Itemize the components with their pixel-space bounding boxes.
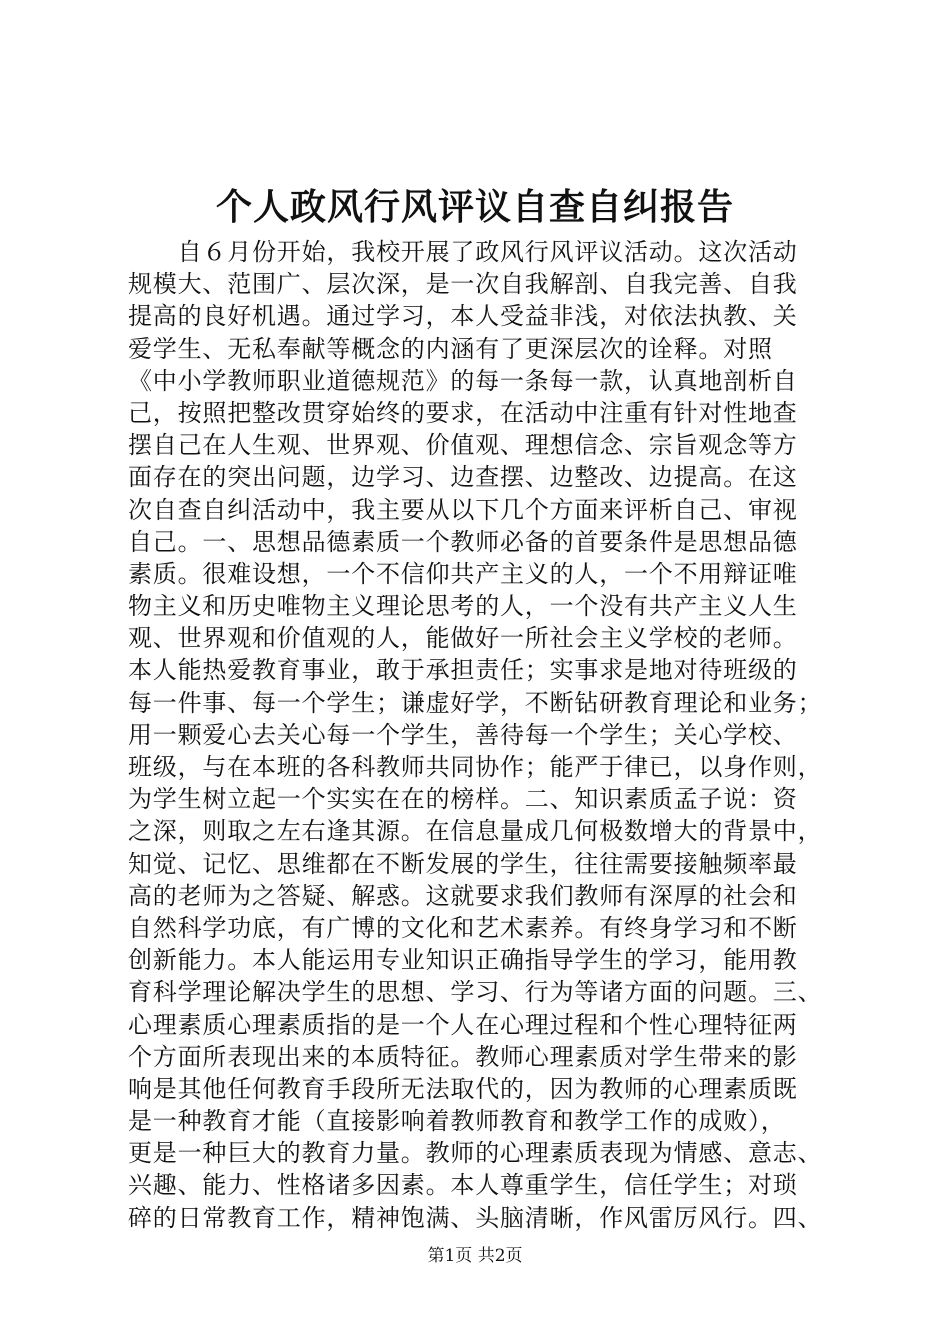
body-line: 之深，则取之左右逢其源。在信息量成几何极数增大的背景中， [128,817,823,846]
body-line: 班级，与在本班的各科教师共同协作；能严于律已，以身作则， [128,753,823,781]
body-line: 素质。很难设想，一个不信仰共产主义的人，一个不用辩证唯 [128,559,798,588]
body-line: 提高的良好机遇。通过学习，本人受益非浅，对依法执教、关 [128,302,798,331]
body-line: 用一颗爱心去关心每一个学生，善待每一个学生；关心学校、 [128,720,798,749]
body-line: 自６月份开始，我校开展了政风行风评议活动。这次活动 [128,238,798,266]
body-line: 次自查自纠活动中，我主要从以下几个方面来评析自己、审视 [128,495,798,524]
body-line: 创新能力。本人能运用专业知识正确指导学生的学习，能用教 [128,946,798,975]
body-line: 兴趣、能力、性格诸多因素。本人尊重学生，信任学生；对琐 [128,1171,798,1200]
body-line: 响是其他任何教育手段所无法取代的，因为教师的心理素质既 [128,1074,798,1103]
body-line: 观、世界观和价值观的人，能做好一所社会主义学校的老师。 [128,624,798,653]
body-line: 摆自己在人生观、世界观、价值观、理想信念、宗旨观念等方 [128,431,798,460]
body-line: 更是一种巨大的教育力量。教师的心理素质表现为情感、意志、 [128,1139,823,1168]
page-footer: 第1页 共2页 [427,1246,523,1266]
body-line: 本人能热爱教育事业，敢于承担责任；实事求是地对待班级的 [128,656,798,685]
body-line: 心理素质心理素质指的是一个人在心理过程和个性心理特征两 [128,1010,798,1039]
body-line: 物主义和历史唯物主义理论思考的人，一个没有共产主义人生 [128,592,798,621]
body-line: 爱学生、无私奉献等概念的内涵有了更深层次的诠释。对照 [128,334,773,363]
body-line: 为学生树立起一个实实在在的榜样。二、知识素质孟子说：资 [128,785,798,814]
body-line: 知觉、记忆、思维都在不断发展的学生，往往需要接触频率最 [128,849,798,878]
body-line: 是一种教育才能（直接影响着教师教育和教学工作的成败）， [128,1107,786,1136]
body-line: 规模大、范围广、层次深，是一次自我解剖、自我完善、自我 [128,270,798,299]
body-line: 自己。一、思想品德素质一个教师必备的首要条件是思想品德 [128,527,798,556]
body-line: 自然科学功底，有广博的文化和艺术素养。有终身学习和不断 [128,913,798,942]
body-line: 每一件事、每一个学生；谦虚好学，不断钻研教育理论和业务； [128,688,823,717]
body-line: 高的老师为之答疑、解惑。这就要求我们教师有深厚的社会和 [128,881,798,910]
body-line: 个方面所表现出来的本质特征。教师心理素质对学生带来的影 [128,1042,798,1071]
document-body [128,236,828,1234]
document-title: 个人政风行风评议自查自纠报告 [215,186,734,228]
body-line: 碎的日常教育工作，精神饱满、头脑清晰，作风雷厉风行。四、 [128,1203,823,1232]
body-line: 育科学理论解决学生的思想、学习、行为等诸方面的问题。三、 [128,978,823,1007]
body-line: 面存在的突出问题，边学习、边查摆、边整改、边提高。在这 [128,463,798,492]
body-line: 己，按照把整改贯穿始终的要求，在活动中注重有针对性地查 [128,398,798,427]
body-line: 《中小学教师职业道德规范》的每一条每一款，认真地剖析自 [128,366,798,395]
